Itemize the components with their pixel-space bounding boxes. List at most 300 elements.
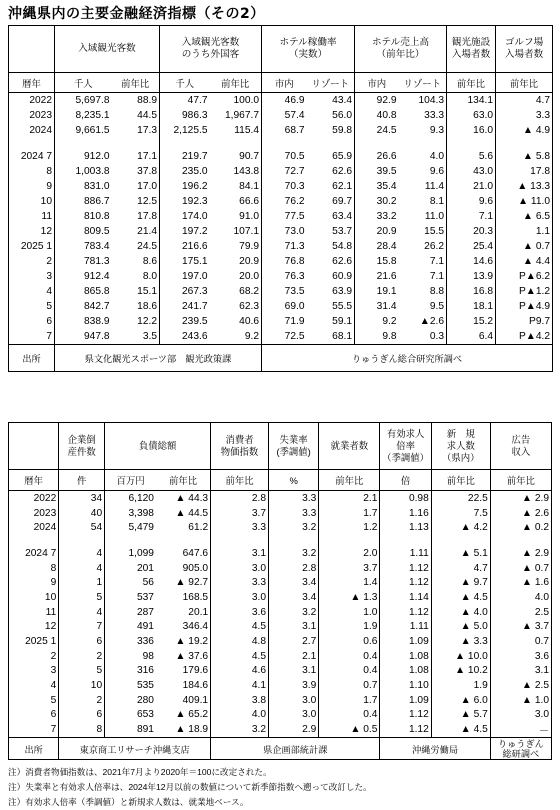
value-cell: 7.1 <box>429 271 444 282</box>
value-cell: 8.0 <box>142 271 157 282</box>
value-cell: 8.6 <box>142 256 157 267</box>
period-cell: 8 <box>9 164 55 179</box>
value-cell: 5,697.8 <box>55 93 112 109</box>
value-cell: 92.9 <box>355 93 399 109</box>
value-cell: ▲ 18.9 <box>175 724 209 736</box>
column-group-header: ゴルフ場 入場者数 <box>496 26 553 73</box>
value-cell: 491 <box>105 620 156 635</box>
period-cell: 11 <box>9 605 59 620</box>
value-cell: 9.6 <box>447 194 496 209</box>
unit-label: 前年比 <box>319 470 380 491</box>
value-cell: 1.10 <box>380 678 431 693</box>
value-cell: 63.4 <box>332 211 352 222</box>
value-cell: ▲ 10.2 <box>431 664 490 679</box>
period-cell: 2024 <box>9 123 55 138</box>
value-cell: 3.2 <box>269 546 319 561</box>
period-cell: 2024 7 <box>9 149 55 164</box>
value-cell: 54.8 <box>332 241 352 252</box>
value-cell: 100.0 <box>233 95 259 106</box>
value-cell: 62.3 <box>239 301 259 312</box>
unit-label: 千人 <box>55 73 112 93</box>
value-cell: 3.7 <box>211 506 269 521</box>
value-cell: ▲ 0.5 <box>319 722 380 738</box>
value-cell: 56.0 <box>332 110 352 121</box>
value-cell: 4.0 <box>211 708 269 723</box>
value-cell: 18.6 <box>137 301 157 312</box>
value-cell: 1.14 <box>380 590 431 605</box>
value-cell: ▲ 19.2 <box>175 636 209 648</box>
value-cell: 4.1 <box>211 678 269 693</box>
unit-label: 前年比 <box>112 73 160 93</box>
value-cell: 1 <box>59 575 105 590</box>
value-cell: 20.3 <box>447 224 496 239</box>
value-cell: 40.6 <box>239 316 259 327</box>
value-cell: 3.4 <box>269 575 319 590</box>
column-group-header: 新 規 求人数 （県内） <box>431 423 490 470</box>
value-cell: ▲ 2.9 <box>490 491 551 506</box>
table-row <box>9 561 552 576</box>
value-cell: 9.2 <box>355 314 399 329</box>
value-cell: 4.5 <box>211 649 269 664</box>
value-cell: 9.6 <box>429 166 444 177</box>
value-cell: 43.4 <box>332 95 352 106</box>
table-row <box>9 620 552 635</box>
value-cell: 13.9 <box>447 269 496 284</box>
value-cell: 69.7 <box>332 196 352 207</box>
unit-label: 前年比 <box>431 470 490 491</box>
value-cell: 47.7 <box>160 93 210 109</box>
value-cell: 17.8 <box>496 164 553 179</box>
value-cell: 3.1 <box>490 664 551 679</box>
table-row <box>9 254 553 269</box>
value-cell: 60.9 <box>332 271 352 282</box>
value-cell: 3.1 <box>269 664 319 679</box>
value-cell: 197.2 <box>160 224 210 239</box>
source-label: 出所 <box>9 345 55 372</box>
value-cell: ▲ 3.3 <box>431 634 490 649</box>
spacer-cell <box>262 138 307 149</box>
value-cell: 3.0 <box>211 561 269 576</box>
header-corner <box>9 423 59 470</box>
value-cell: 15.1 <box>137 286 157 297</box>
spacer-cell <box>9 535 59 546</box>
value-cell: 783.4 <box>55 239 112 254</box>
value-cell: ▲2.6 <box>419 316 444 327</box>
value-cell: 3.8 <box>211 693 269 708</box>
value-cell: 21.4 <box>137 226 157 237</box>
value-cell: 409.1 <box>182 694 209 706</box>
value-cell: 4.6 <box>211 664 269 679</box>
period-cell: 2023 <box>9 506 59 521</box>
value-cell: ▲ 3.7 <box>490 620 551 635</box>
value-cell: 33.2 <box>355 209 399 224</box>
value-cell: 3.0 <box>490 708 551 723</box>
table-row <box>9 209 553 224</box>
column-group-header: 失業率 (季調値) <box>269 423 319 470</box>
value-cell: 1.9 <box>319 620 380 635</box>
year-header: 暦年 <box>9 470 59 491</box>
value-cell: 70.5 <box>262 149 307 164</box>
value-cell: 68.2 <box>239 286 259 297</box>
value-cell: ▲ 6.0 <box>431 693 490 708</box>
value-cell: 9.2 <box>244 331 259 342</box>
header-row <box>9 423 552 470</box>
value-cell: 20.9 <box>355 224 399 239</box>
value-cell: 2,125.5 <box>160 123 210 138</box>
unit-label: 前年比 <box>210 73 262 93</box>
value-cell: 56 <box>105 575 156 590</box>
period-cell: 2023 <box>9 108 55 123</box>
value-cell: 2.5 <box>490 605 551 620</box>
source-label: 出所 <box>9 738 59 760</box>
value-cell: 192.3 <box>160 194 210 209</box>
value-cell: 26.2 <box>424 241 444 252</box>
value-cell: 4 <box>59 605 105 620</box>
value-cell: 168.5 <box>182 591 209 603</box>
value-cell: 20.9 <box>239 256 259 267</box>
value-cell: 25.4 <box>447 239 496 254</box>
unit-label: 千人 <box>160 73 210 93</box>
value-cell: 1.09 <box>380 693 431 708</box>
period-cell: 5 <box>9 299 55 314</box>
value-cell: 838.9 <box>55 314 112 329</box>
value-cell: 1.12 <box>380 605 431 620</box>
period-cell: 12 <box>9 224 55 239</box>
value-cell: 3.6 <box>490 649 551 664</box>
value-cell: 1.12 <box>380 561 431 576</box>
period-cell: 2 <box>9 649 59 664</box>
value-cell: 3.3 <box>269 491 319 506</box>
value-cell: 71.3 <box>262 239 307 254</box>
value-cell: 1.12 <box>380 575 431 590</box>
value-cell: 7.5 <box>431 506 490 521</box>
period-cell: 2 <box>9 254 55 269</box>
period-cell: 4 <box>9 284 55 299</box>
value-cell: 3.2 <box>269 605 319 620</box>
column-group-header: 入域観光客数 のうち外国客 <box>160 26 262 73</box>
table-row <box>9 664 552 679</box>
value-cell: 22.5 <box>431 491 490 506</box>
value-cell: 1.9 <box>431 678 490 693</box>
value-cell: 15.2 <box>447 314 496 329</box>
value-cell: 4.0 <box>429 151 444 162</box>
value-cell: 16.0 <box>447 123 496 138</box>
value-cell: 20.0 <box>239 271 259 282</box>
value-cell: 30.2 <box>355 194 399 209</box>
unit-label: 百万円 <box>105 470 156 491</box>
table-row <box>9 284 553 299</box>
value-cell: 912.0 <box>55 149 112 164</box>
value-cell: ▲ 92.7 <box>175 577 209 589</box>
value-cell: P9.7 <box>496 314 553 329</box>
value-cell: 40.8 <box>355 108 399 123</box>
value-cell: 6 <box>59 634 105 649</box>
spacer-cell <box>355 138 399 149</box>
table-row <box>9 491 552 506</box>
value-cell: 26.6 <box>355 149 399 164</box>
source-cell: 沖縄労働局 <box>380 738 490 760</box>
value-cell: 72.7 <box>262 164 307 179</box>
table-row <box>9 722 552 738</box>
value-cell: 57.4 <box>262 108 307 123</box>
value-cell: 12.2 <box>137 316 157 327</box>
value-cell: 115.4 <box>234 125 259 136</box>
value-cell: 912.4 <box>55 269 112 284</box>
source-cell: りゅうぎん 総研調べ <box>490 738 551 760</box>
value-cell: 8.8 <box>429 286 444 297</box>
value-cell: 986.3 <box>160 108 210 123</box>
value-cell: 21.0 <box>447 179 496 194</box>
value-cell: ▲ 65.2 <box>175 709 209 721</box>
period-cell: 2022 <box>9 93 55 109</box>
value-cell: 1.7 <box>319 693 380 708</box>
value-cell: 7.1 <box>429 256 444 267</box>
value-cell: 4.0 <box>490 590 551 605</box>
value-cell: 17.8 <box>137 211 157 222</box>
value-cell: 5,479 <box>105 520 156 535</box>
column-group-header: 消費者 物価指数 <box>211 423 269 470</box>
value-cell: 24.5 <box>355 123 399 138</box>
value-cell: 65.9 <box>332 151 352 162</box>
value-cell: ▲ 4.5 <box>431 722 490 738</box>
value-cell: 1.12 <box>380 722 431 738</box>
value-cell: 1.09 <box>380 634 431 649</box>
value-cell: ▲ 2.9 <box>490 546 551 561</box>
source-cell: 県文化観光スポーツ部 観光政策課 <box>55 345 262 372</box>
value-cell: ▲ 0.7 <box>496 239 553 254</box>
value-cell: 3.3 <box>211 520 269 535</box>
value-cell: 31.4 <box>355 299 399 314</box>
value-cell: 886.7 <box>55 194 112 209</box>
value-cell: ▲ 1.0 <box>490 693 551 708</box>
value-cell: 647.6 <box>182 547 209 559</box>
table-row <box>9 590 552 605</box>
table-row <box>9 123 553 138</box>
value-cell: 891 <box>105 722 156 738</box>
period-cell: 10 <box>9 194 55 209</box>
value-cell: ▲ 5.7 <box>431 708 490 723</box>
header-row <box>9 26 553 73</box>
value-cell: 2 <box>59 693 105 708</box>
value-cell: 16.8 <box>447 284 496 299</box>
spacer-cell <box>160 138 210 149</box>
value-cell: 84.1 <box>239 181 259 192</box>
value-cell: 69.0 <box>262 299 307 314</box>
footnotes <box>8 765 372 810</box>
spacer-cell <box>307 138 355 149</box>
value-cell: ▲ 5.0 <box>431 620 490 635</box>
value-cell: 37.8 <box>137 166 157 177</box>
value-cell: 197.0 <box>160 269 210 284</box>
value-cell: 77.5 <box>262 209 307 224</box>
value-cell: 1.16 <box>380 506 431 521</box>
value-cell: 842.7 <box>55 299 112 314</box>
unit-label: 倍 <box>380 470 431 491</box>
table-row <box>9 108 553 123</box>
value-cell: 0.7 <box>319 678 380 693</box>
value-cell: 62.1 <box>332 181 352 192</box>
value-cell: ▲ 10.0 <box>431 649 490 664</box>
value-cell: 9.3 <box>429 125 444 136</box>
value-cell: 1.11 <box>380 546 431 561</box>
value-cell: P▲4.9 <box>496 299 553 314</box>
value-cell: 73.5 <box>262 284 307 299</box>
value-cell: 243.6 <box>160 329 210 345</box>
value-cell: 2.7 <box>269 634 319 649</box>
value-cell: 10 <box>59 678 105 693</box>
value-cell: 76.3 <box>262 269 307 284</box>
table-row <box>9 678 552 693</box>
value-cell: 0.4 <box>319 708 380 723</box>
value-cell: 66.6 <box>239 196 259 207</box>
value-cell: 831.0 <box>55 179 112 194</box>
table-row <box>9 239 553 254</box>
column-group-header: 有効求人 倍率 （季調値） <box>380 423 431 470</box>
value-cell: 39.5 <box>355 164 399 179</box>
value-cell: ▲ 37.6 <box>175 650 209 662</box>
value-cell: 1.08 <box>380 649 431 664</box>
value-cell: 0.3 <box>429 331 444 342</box>
value-cell: ▲ 44.3 <box>175 492 209 504</box>
column-group-header: 観光施設 入場者数 <box>447 26 496 73</box>
value-cell: 239.5 <box>160 314 210 329</box>
source-row <box>9 738 552 760</box>
period-cell: 2022 <box>9 491 59 506</box>
unit-label: 前年比 <box>496 73 553 93</box>
value-cell: ▲ 4.0 <box>431 605 490 620</box>
table-row <box>9 708 552 723</box>
value-cell: 62.6 <box>332 166 352 177</box>
value-cell: 98 <box>105 649 156 664</box>
period-cell: 8 <box>9 561 59 576</box>
value-cell: 6,120 <box>105 491 156 506</box>
value-cell: 7 <box>59 620 105 635</box>
spacer-cell <box>319 535 380 546</box>
column-group-header: 入域観光客数 <box>55 26 160 73</box>
period-cell: 6 <box>9 708 59 723</box>
value-cell: 63.9 <box>332 286 352 297</box>
value-cell: 179.6 <box>182 665 209 677</box>
value-cell: 3.1 <box>269 620 319 635</box>
value-cell: 4.7 <box>431 561 490 576</box>
value-cell: 19.1 <box>355 284 399 299</box>
value-cell: 2 <box>59 649 105 664</box>
value-cell: 175.1 <box>160 254 210 269</box>
value-cell: 70.3 <box>262 179 307 194</box>
value-cell: 280 <box>105 693 156 708</box>
value-cell: 68.1 <box>332 331 352 342</box>
value-cell: 1,003.8 <box>55 164 112 179</box>
value-cell: 3.5 <box>142 331 157 342</box>
value-cell: 3.0 <box>269 708 319 723</box>
value-cell: ▲ 9.7 <box>431 575 490 590</box>
value-cell: 15.8 <box>355 254 399 269</box>
value-cell: ▲ 44.5 <box>175 507 209 519</box>
column-group-header: 企業倒 産件数 <box>59 423 105 470</box>
spacer-cell <box>59 535 105 546</box>
value-cell: 216.6 <box>160 239 210 254</box>
value-cell: 3.2 <box>269 520 319 535</box>
value-cell: 1,967.7 <box>225 110 259 121</box>
table-row <box>9 93 553 109</box>
page-title: 沖縄県内の主要金融経済指標（その2） <box>8 6 265 22</box>
value-cell: 2.8 <box>269 561 319 576</box>
value-cell: ▲ 5.1 <box>431 546 490 561</box>
value-cell: 4.7 <box>496 93 553 109</box>
column-group-header: 広告 収入 <box>490 423 551 470</box>
period-cell: 7 <box>9 722 59 738</box>
value-cell: 1.4 <box>319 575 380 590</box>
period-cell: 10 <box>9 590 59 605</box>
value-cell: ▲ 11.0 <box>496 194 553 209</box>
value-cell: 0.6 <box>319 634 380 649</box>
header-corner <box>9 26 55 73</box>
value-cell: 781.3 <box>55 254 112 269</box>
table-row <box>9 693 552 708</box>
table-row <box>9 329 553 345</box>
table-row <box>9 506 552 521</box>
period-cell: 12 <box>9 620 59 635</box>
value-cell: 104.3 <box>418 95 444 106</box>
value-cell: 4 <box>59 561 105 576</box>
spacer-cell <box>490 535 551 546</box>
period-cell: 3 <box>9 269 55 284</box>
tourism-indicators-table <box>8 25 553 372</box>
unit-label: 件 <box>59 470 105 491</box>
value-cell: 43.0 <box>447 164 496 179</box>
source-row <box>9 345 553 372</box>
value-cell: 134.1 <box>447 93 496 109</box>
table-row <box>9 269 553 284</box>
table-row <box>9 149 553 164</box>
table-row <box>9 634 552 649</box>
value-cell: ▲ 2.6 <box>490 506 551 521</box>
unit-label: 前年比 <box>156 470 211 491</box>
value-cell: 8 <box>59 722 105 738</box>
value-cell: 91.0 <box>239 211 259 222</box>
value-cell: 90.7 <box>239 151 259 162</box>
value-cell: 59.8 <box>332 125 352 136</box>
value-cell: 7.1 <box>447 209 496 224</box>
value-cell: － <box>490 722 551 738</box>
unit-label: % <box>269 470 319 491</box>
value-cell: P▲4.2 <box>496 329 553 345</box>
value-cell: 336 <box>105 634 156 649</box>
table-row <box>9 314 553 329</box>
value-cell: 72.5 <box>262 329 307 345</box>
period-cell: 2024 <box>9 520 59 535</box>
footnote: 注）有効求人倍率（季調値）と新規求人数は、就業地ベース。 <box>8 797 249 807</box>
value-cell: 3.0 <box>269 693 319 708</box>
value-cell: 76.8 <box>262 254 307 269</box>
period-cell: 6 <box>9 314 55 329</box>
value-cell: 54 <box>59 520 105 535</box>
table-row <box>9 575 552 590</box>
value-cell: 1.0 <box>319 605 380 620</box>
spacer-cell <box>431 535 490 546</box>
value-cell: 8,235.1 <box>55 108 112 123</box>
table-row <box>9 299 553 314</box>
value-cell: 35.4 <box>355 179 399 194</box>
value-cell: 15.5 <box>424 226 444 237</box>
value-cell: 3.0 <box>211 590 269 605</box>
value-cell: 3,398 <box>105 506 156 521</box>
footnote: 注）失業率と有効求人倍率は、2024年12月以前の数値について新季節指数へ遡って改訂した。 <box>8 782 372 792</box>
value-cell: ▲ 4.5 <box>431 590 490 605</box>
value-cell: ▲ 0.2 <box>490 520 551 535</box>
spacer-row <box>9 535 552 546</box>
value-cell: 11.4 <box>424 181 444 192</box>
